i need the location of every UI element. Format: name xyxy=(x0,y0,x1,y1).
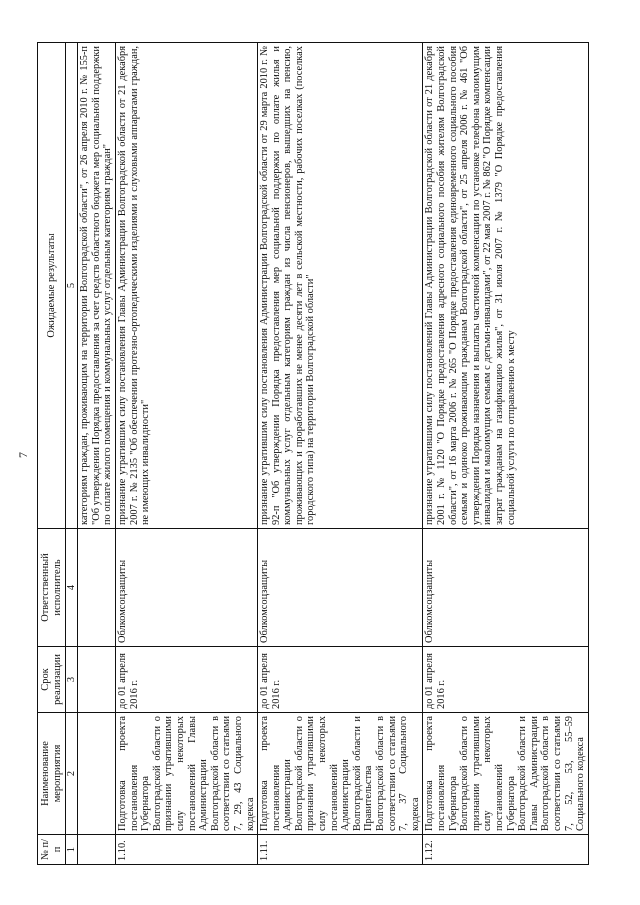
table-row-continuation xyxy=(78,43,116,865)
header-expected-results: Ожидаемые результаты xyxy=(38,43,66,529)
row-expected-result: признание утратившими силу постановлений Главы Администрации Волгоградской области от 21 декабря 2001 г. № 1120 "О Порядке предоставления адресного социального пособия жителям Волгоградской области", от 16 марта 2006 г. № 265 "О Порядке предоставления единовременного социального пособия семьям и одиноко проживающим гражданам Волгоградской области", от 25 апреля 2006 г. № 461 "Об утверждении Порядка назначения и выплаты частичной компенсации по установке телефона малоимущим инвалидам и малоимущим семьям с детьми-инвалидами", от 22 мая 2007 г. № 862 "О Порядке компенсации затрат гражданам на газификацию жилья", от 31 июля 2007 г. № 1379 "О Порядке предоставления социальной услуги по отправлению к месту xyxy=(423,43,588,529)
row-deadline: до 01 апреля 2016 г. xyxy=(423,647,588,713)
row-executor: Облкомсоцзащиты xyxy=(423,529,588,647)
row-measure-name: Подготовка проекта постановления Губернатора Волгоградской области о признании утратившими силу некоторых постановлений Главы Администрации Волгоградской области в соответствии со статьями 7, 29, 43 Социального кодекса xyxy=(115,713,257,835)
table-header-row xyxy=(38,43,66,865)
row-executor: Облкомсоцзащиты xyxy=(115,529,257,647)
row-expected-result: признание утратившим силу постановления Администрации Волгоградской области от 29 марта 2010 г. № 92-п "Об утверждении Порядка предоставления мер социальной поддержки по оплате жилья и коммунальных услуг отдельным категориям граждан из числа пенсионеров, вышедших на пенсию, проживающих и проработавших не менее десяти лет в сельской местности, рабочих поселках (поселках городского типа) на территории Волгоградской области" xyxy=(258,43,423,529)
header-executor: Ответственный исполнитель xyxy=(38,529,66,647)
header-number: № п/п xyxy=(38,835,66,865)
header-deadline: Срок реализации xyxy=(38,647,66,713)
column-number: 4 xyxy=(66,529,78,647)
table-row xyxy=(115,43,257,865)
row-deadline: до 01 апреля 2016 г. xyxy=(258,647,423,713)
row-measure-name: Подготовка проекта постановления Администрации Волгоградской области о признании утратившими силу некоторых постановлений Администрации Волгоградской области и Правительства Волгоградской области в соответствии со статьями 7, 37 Социального кодекса xyxy=(258,713,423,835)
row-number: 1.10. xyxy=(115,835,257,865)
page-number: 7 xyxy=(16,452,30,458)
column-number: 3 xyxy=(66,647,78,713)
column-number: 5 xyxy=(66,43,78,529)
table-row xyxy=(423,43,588,865)
header-measure-name: Наименование мероприятия xyxy=(38,713,66,835)
continuation-result-cell: категориям граждан, проживающим на территории Волгоградской области", от 26 апреля 2010 г. № 155-п "Об утверждении Порядка предоставления за счет средств областного бюджета мер социальной поддержки по оплате жилого помещения и коммунальных услуг отдельным категориям граждан" xyxy=(78,43,116,529)
row-number: 1.12. xyxy=(423,835,588,865)
table-row xyxy=(258,43,423,865)
row-expected-result: признание утратившим силу постановления Главы Администрации Волгоградской области от 21 декабря 2007 г. № 2135 "Об обеспечении протезно-ортопедическими изделиями и слуховыми аппаратами граждан, не имеющих инвалидности" xyxy=(115,43,257,529)
row-executor: Облкомсоцзащиты xyxy=(258,529,423,647)
row-measure-name: Подготовка проекта постановления Губернатора Волгоградской области о признании утратившими силу некоторых постановлений Губернатора Волгоградской области и Главы Администрации Волгоградской области в соответствии со статьями 7, 52, 53, 55–59 Социального кодекса xyxy=(423,713,588,835)
row-number: 1.11. xyxy=(258,835,423,865)
column-number-row xyxy=(66,43,78,865)
measures-table xyxy=(37,42,589,865)
column-number: 1 xyxy=(66,835,78,865)
row-deadline: до 01 апреля 2016 г. xyxy=(115,647,257,713)
column-number: 2 xyxy=(66,713,78,835)
